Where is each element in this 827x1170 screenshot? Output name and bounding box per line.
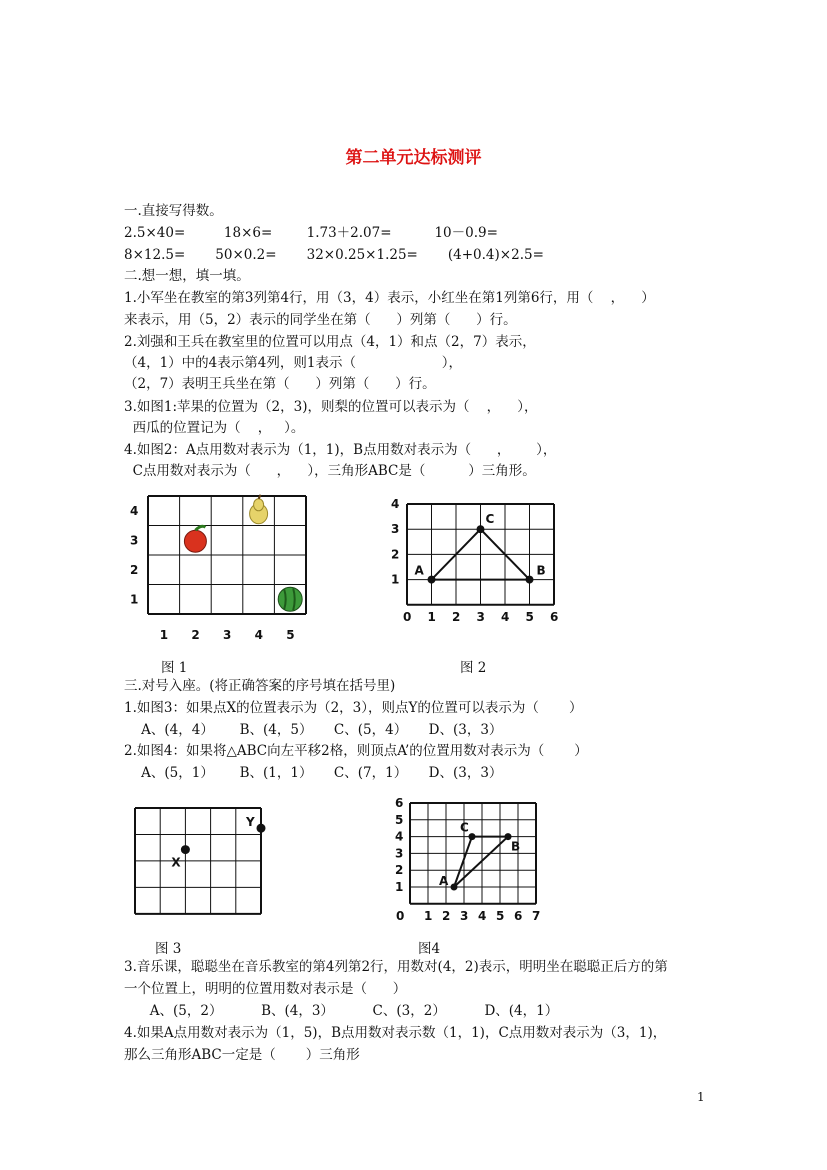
triangle-abc: [454, 837, 508, 887]
text-line: 3.音乐课，聪聪坐在音乐教室的第4列第2行，用数对(4，2)表示，明明坐在聪聪正后方的第: [124, 959, 668, 975]
x-tick-label: 4: [501, 610, 510, 624]
figure-4-caption: 图4: [418, 941, 441, 957]
text-line: 西瓜的位置记为（ ， ）。: [124, 420, 305, 436]
x-tick-label: 6: [550, 610, 559, 624]
text-line: 1.小军坐在教室的第3列第4行，用（3，4）表示，小红坐在第1列第6行，用（ ， ）: [124, 290, 655, 306]
text-line: A、(4，4） B、(4，5） C、(5，4） D、(3，3）: [124, 722, 503, 738]
point-label: A: [439, 874, 449, 888]
x-tick-label: 0: [403, 610, 412, 624]
y-tick-label: 4: [391, 497, 400, 511]
section-heading: 一.直接写得数。: [124, 203, 223, 219]
text-line: 来表示，用（5，2）表示的同学坐在第（ ）列第（ ）行。: [124, 312, 517, 328]
text-line: 一个位置上，明明的位置用数对表示是（ ）: [124, 981, 407, 997]
figure-3-caption: 图 3: [155, 941, 182, 957]
text-line: （4，1）中的4表示第4列，则1表示（ ），: [124, 355, 463, 371]
y-tick-label: 3: [130, 533, 139, 548]
text-line: 4.如果A点用数对表示为（1，5)，B点用数对表示数（1，1)，C点用数对表示为（3，1)，: [124, 1025, 667, 1041]
x-tick-label: 3: [460, 909, 469, 923]
text-line: 那么三角形ABC一定是（ ）三角形: [124, 1047, 360, 1063]
text-line: 3.如图1:苹果的位置为（2，3)，则梨的位置可以表示为（ ， ），: [124, 399, 538, 415]
figure-2-caption: 图 2: [460, 660, 487, 676]
text-line: 2.刘强和王兵在教室里的位置可以用点（4，1）和点（2，7）表示，: [124, 334, 536, 350]
x-tick-label: 5: [496, 909, 505, 923]
text-line: C点用数对表示为（ ， ），三角形ABC是（ ）三角形。: [124, 463, 536, 479]
pear-top: [254, 499, 264, 511]
apple-leaf: [195, 526, 205, 530]
text-line: 8×12.5= 50×0.2= 32×0.25×1.25= (4+0.4)×2.5=: [124, 247, 544, 263]
y-tick-label: 2: [395, 863, 404, 878]
text-line: 4.如图2：A点用数对表示为（1，1)，B点用数对表示为（ ， ），: [124, 442, 557, 458]
y-tick-label: 6: [395, 796, 404, 810]
point-a: [451, 884, 458, 891]
point-c: [477, 525, 485, 533]
y-tick-label: 1: [391, 572, 400, 587]
point-label: B: [511, 839, 521, 854]
x-tick-label: 7: [532, 909, 541, 923]
point-label: C: [460, 820, 469, 835]
triangle-abc: [432, 529, 530, 579]
y-tick-label: 3: [391, 522, 400, 537]
y-tick-label: 2: [391, 547, 400, 562]
x-tick-label: 5: [525, 610, 534, 624]
y-tick-label: 2: [130, 562, 139, 577]
text-line: 2.5×40= 18×6= 1.73＋2.07= 10－0.9=: [124, 225, 498, 241]
y-tick-label: 4: [395, 829, 404, 844]
point-c: [469, 833, 476, 840]
y-tick-label: 1: [130, 592, 139, 607]
y-tick-label: 1: [395, 880, 404, 894]
x-tick-label: 4: [254, 628, 263, 642]
point-label: B: [536, 563, 546, 578]
page-number: 1: [697, 1090, 705, 1104]
point-label: X: [171, 855, 181, 870]
text-line: 2.如图4：如果将△ABC向左平移2格，则顶点A’的位置用数对表示为（ ）: [124, 743, 588, 759]
point-y: [257, 824, 266, 833]
watermelon-icon: [278, 587, 302, 611]
x-tick-label: 3: [223, 628, 232, 642]
point-x: [181, 845, 190, 854]
y-tick-label: 4: [130, 503, 139, 518]
section-heading: 三.对号入座。(将正确答案的序号填在括号里): [124, 678, 396, 694]
x-tick-label: 1: [159, 628, 169, 642]
x-tick-label: 4: [478, 909, 487, 923]
x-tick-label: 1: [424, 909, 433, 923]
page-title: 第二单元达标测评: [345, 148, 482, 168]
text-line: A、(5，2） B、(4，3） C、(3，2） D、(4，1）: [124, 1003, 559, 1019]
pear-stem: [259, 495, 261, 499]
point-a: [428, 576, 436, 584]
watermelon-stripes: [284, 588, 295, 610]
x-tick-label: 0: [396, 909, 405, 923]
x-tick-label: 1: [427, 610, 436, 624]
x-tick-label: 2: [442, 909, 451, 923]
x-tick-label: 3: [476, 610, 485, 624]
x-tick-label: 2: [452, 610, 461, 624]
point-label: Y: [246, 815, 255, 830]
x-tick-label: 6: [514, 909, 523, 923]
pear-icon: [250, 504, 268, 524]
section-heading: 二.想一想，填一填。: [124, 268, 250, 284]
text-line: （2，7）表明王兵坐在第（ ）列第（ ）行。: [124, 376, 436, 392]
y-tick-label: 3: [395, 846, 404, 861]
y-tick-label: 5: [395, 812, 404, 827]
point-b: [505, 833, 512, 840]
x-tick-label: 5: [286, 628, 295, 642]
figure-1-caption: 图 1: [161, 660, 188, 676]
point-label: C: [485, 512, 495, 527]
x-tick-label: 2: [191, 628, 200, 642]
point-b: [526, 576, 534, 584]
text-line: A、(5，1） B、(1，1） C、(7，1） D、(3，3）: [124, 765, 503, 781]
point-label: A: [414, 563, 424, 578]
apple-icon: [184, 530, 206, 552]
text-line: 1.如图3：如果点X的位置表示为（2，3），则点Y的位置可以表示为（ ）: [124, 700, 583, 716]
